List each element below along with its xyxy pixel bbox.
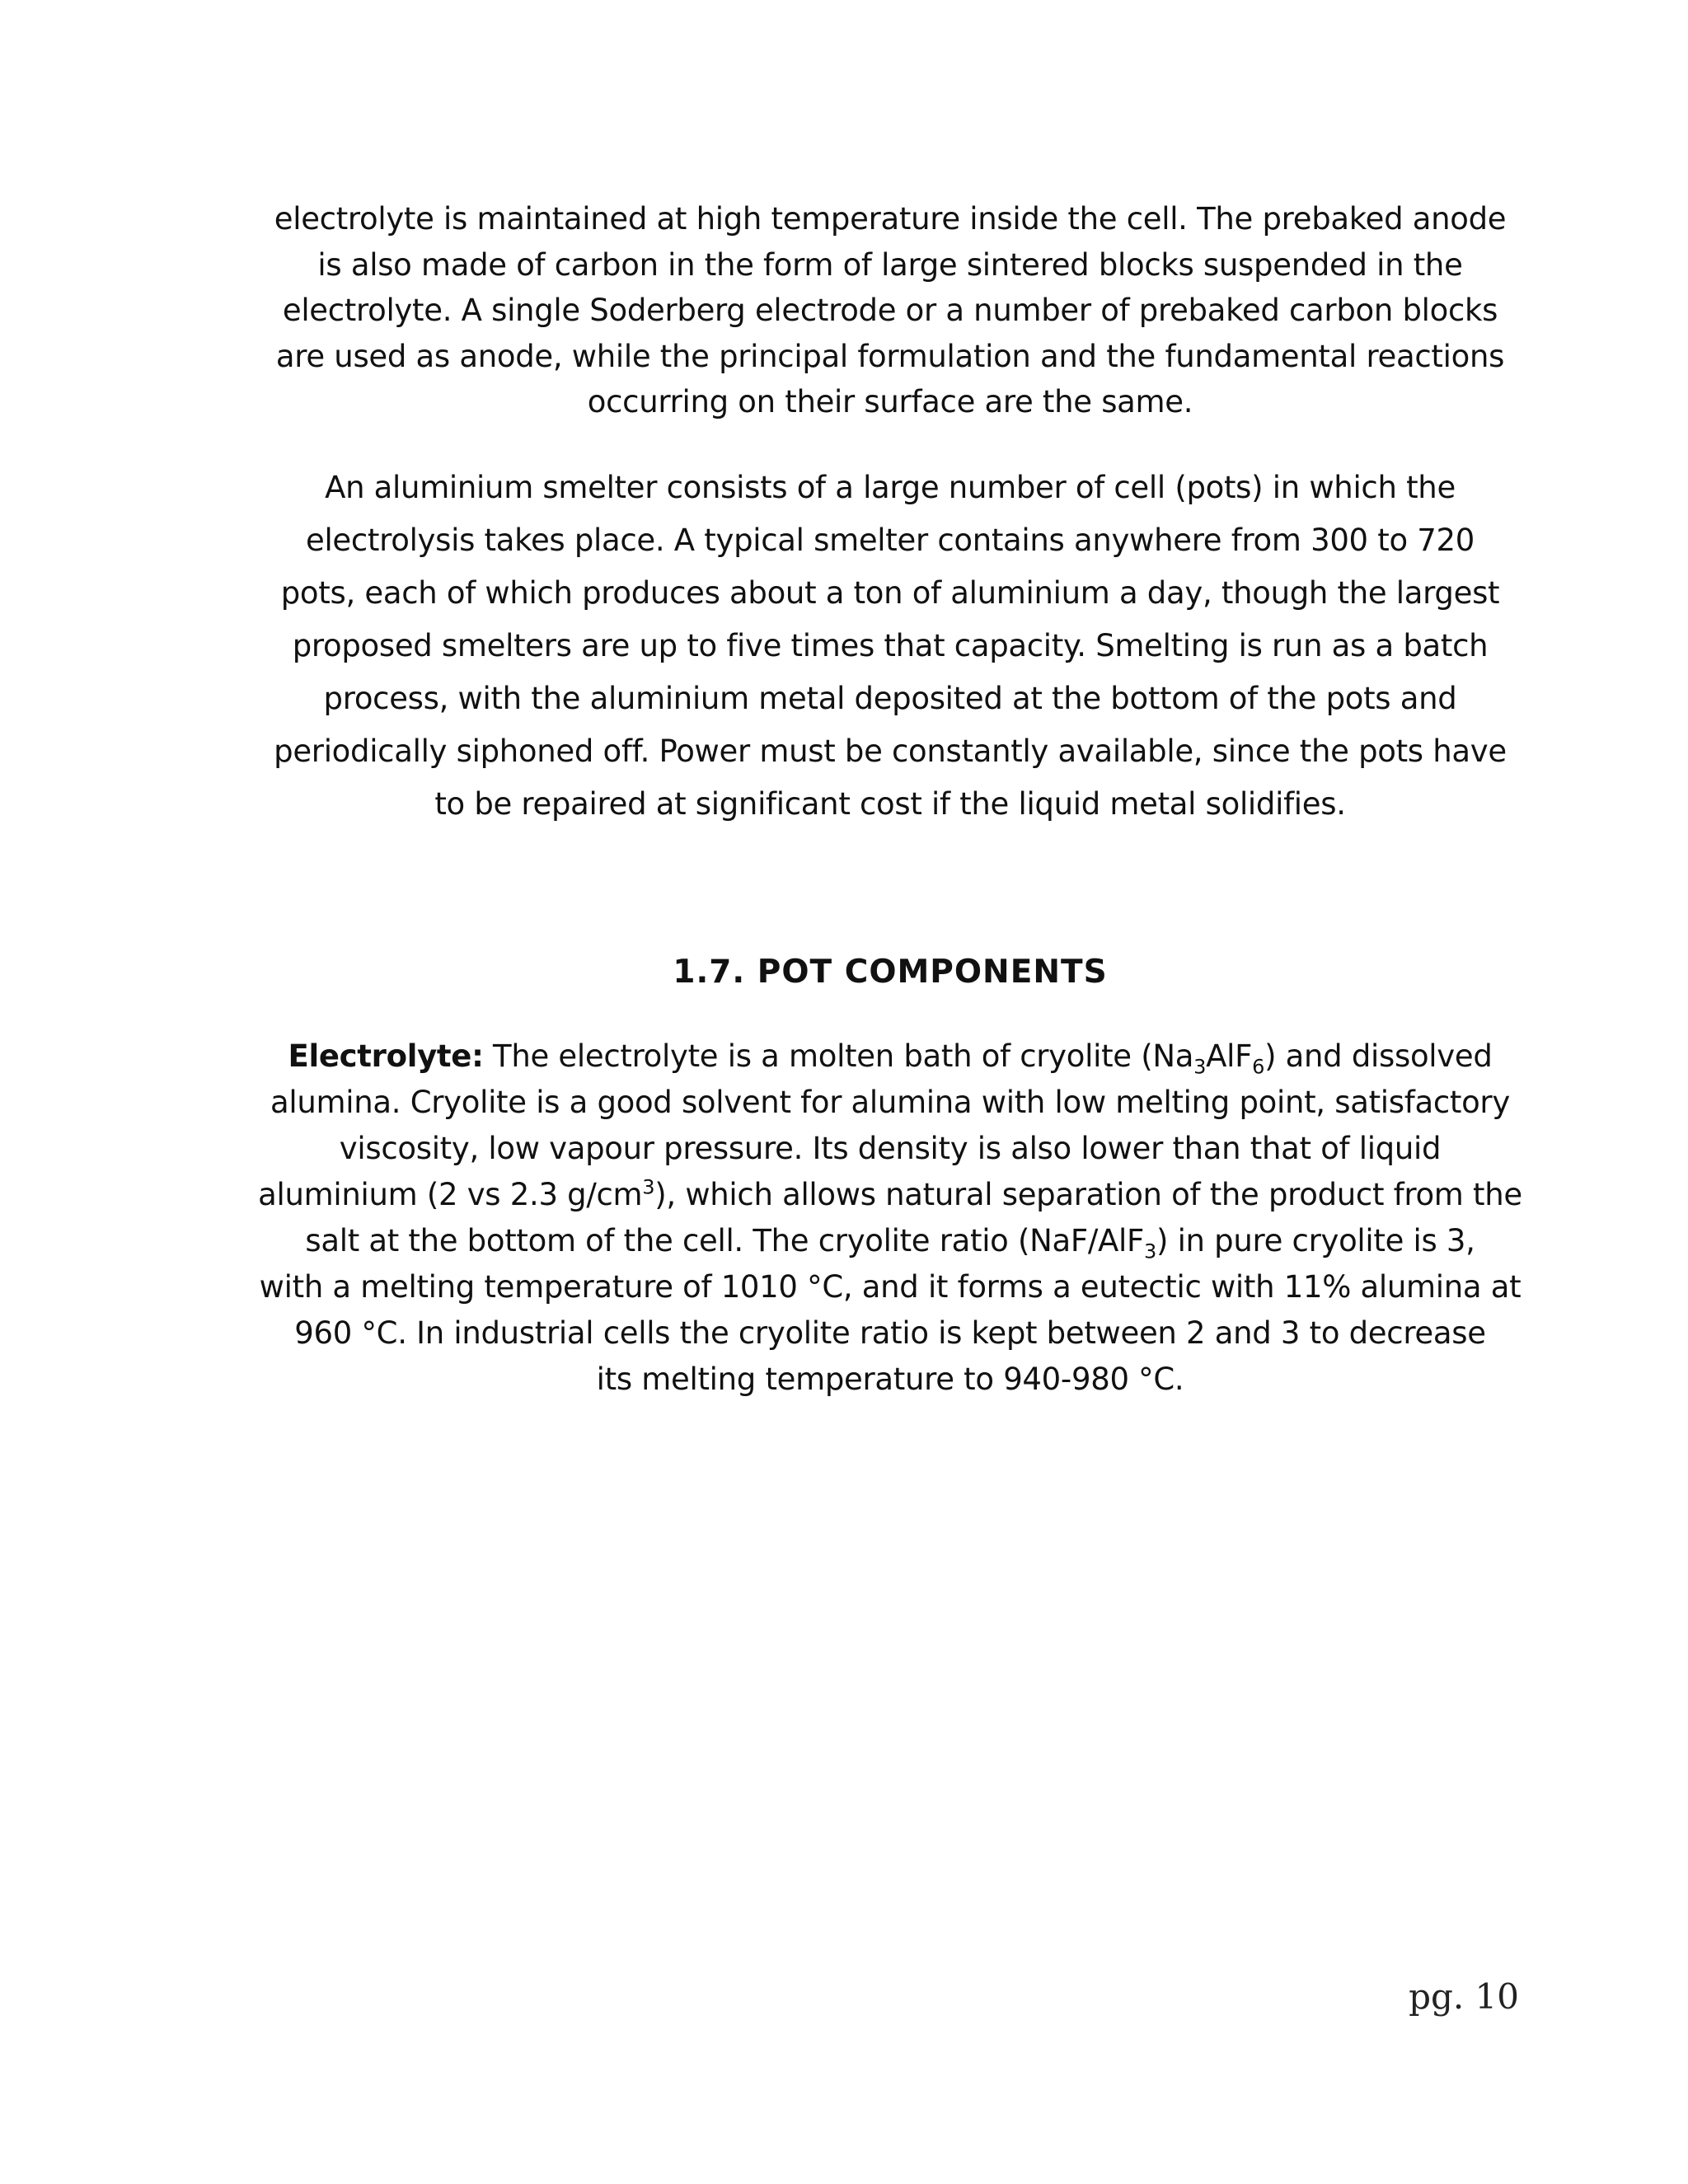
- text-line: is also made of carbon in the form of large sintered blocks suspended in the: [317, 246, 1463, 283]
- text-span: ) and dissolved: [1264, 1038, 1493, 1074]
- text-span: aluminium (2 vs 2.3 g/cm: [258, 1177, 643, 1212]
- text-line: are used as anode, while the principal formulation and the fundamental reactions: [275, 338, 1505, 374]
- paragraph-electrolyte: [247, 1033, 1533, 1403]
- text-span: ) in pure cryolite is 3,: [1156, 1223, 1475, 1258]
- text-line: occurring on their surface are the same.: [587, 384, 1193, 419]
- text-line: 960 °C. In industrial cells the cryolite ratio is kept between 2 and 3 to decrease: [294, 1315, 1486, 1351]
- superscript: 3: [642, 1175, 655, 1199]
- text-span: AlF: [1206, 1038, 1253, 1074]
- text-line: An aluminium smelter consists of a large number of cell (pots) in which the: [325, 470, 1456, 505]
- text-line: alumina. Cryolite is a good solvent for alumina with low melting point, satisfactory: [270, 1085, 1510, 1120]
- text-line: electrolysis takes place. A typical smelter contains anywhere from 300 to 720: [305, 523, 1475, 558]
- term-label: Electrolyte:: [288, 1038, 484, 1074]
- text-line: electrolyte is maintained at high temperature inside the cell. The prebaked anode: [274, 201, 1507, 237]
- text-span: ), which allows natural separation of the product from the: [654, 1177, 1522, 1212]
- text-line: proposed smelters are up to five times that capacity. Smelting is run as a batch: [292, 628, 1489, 663]
- text-line: with a melting temperature of 1010 °C, and it forms a eutectic with 11% alumina at: [259, 1269, 1522, 1305]
- text-line: to be repaired at significant cost if the liquid metal solidifies.: [434, 786, 1346, 822]
- text-line: periodically siphoned off. Power must be constantly available, since the pots have: [274, 733, 1507, 769]
- subscript: 3: [1144, 1240, 1156, 1263]
- text-span: The electrolyte is a molten bath of cryolite (Na: [483, 1038, 1194, 1074]
- paragraph-anode-description: [247, 196, 1533, 425]
- text-line: [247, 1172, 1533, 1218]
- text-line: electrolyte. A single Soderberg electrode or a number of prebaked carbon blocks: [282, 293, 1498, 328]
- text-line: [247, 1218, 1533, 1264]
- text-line: pots, each of which produces about a ton of aluminium a day, though the largest: [280, 575, 1500, 611]
- paragraph-smelter-description: [247, 462, 1533, 831]
- text-span: salt at the bottom of the cell. The cryolite ratio (NaF/AlF: [305, 1223, 1144, 1258]
- text-line: viscosity, low vapour pressure. Its density is also lower than that of liquid: [339, 1131, 1442, 1166]
- subscript: 6: [1252, 1055, 1265, 1079]
- text-line: its melting temperature to 940-980 °C.: [596, 1361, 1184, 1397]
- text-line: [247, 1033, 1533, 1080]
- section-heading: 1.7. POT COMPONENTS: [673, 954, 1108, 991]
- page-number: pg. 10: [1409, 1976, 1519, 2017]
- text-line: process, with the aluminium metal deposited at the bottom of the pots and: [323, 681, 1457, 716]
- subscript: 3: [1193, 1055, 1207, 1079]
